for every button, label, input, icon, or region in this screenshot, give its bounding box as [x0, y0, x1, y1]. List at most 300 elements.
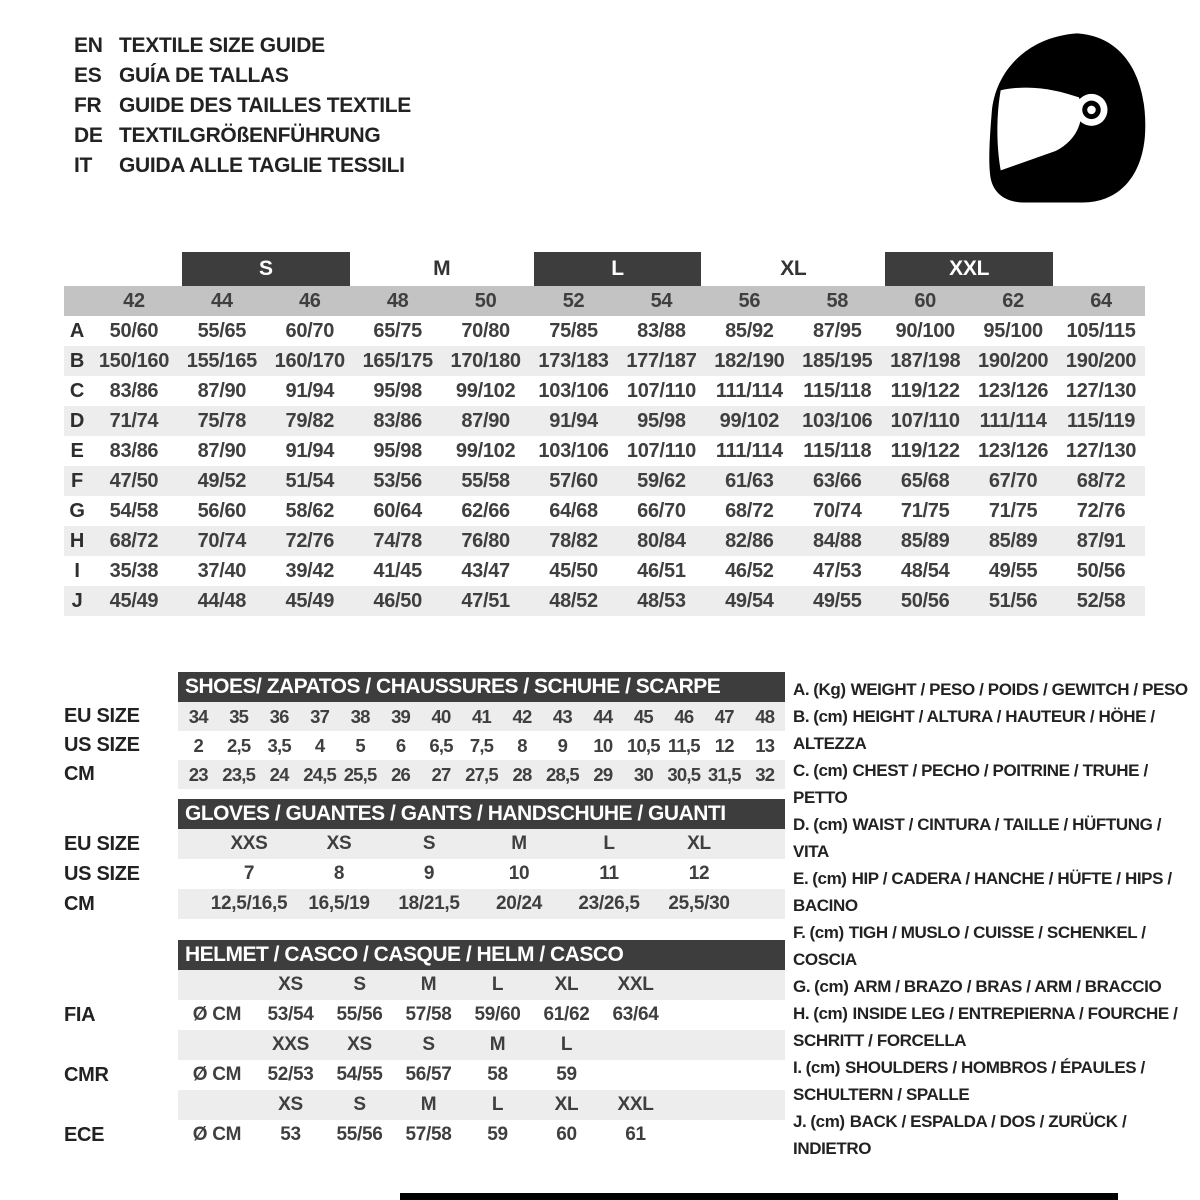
size-cell: 177/187 [626, 349, 697, 372]
row-label-cm: CM [64, 892, 95, 915]
size-cell: 66/70 [637, 499, 686, 522]
size-cell: 59/62 [637, 469, 686, 492]
numeric-size: 54 [650, 289, 673, 312]
size-cell: 47/50 [109, 469, 159, 492]
glove-cm-size: 12,5/16,5 [210, 893, 288, 914]
glove-cm-size: 20/24 [495, 893, 543, 914]
legend-key: G. [793, 977, 811, 996]
row-label-cmr: CMR [64, 1063, 109, 1086]
legend-item [793, 811, 1195, 865]
size-band-row [64, 252, 1145, 286]
size-cell: 68/72 [1076, 469, 1126, 492]
size-cell: 35/38 [109, 559, 159, 582]
size-cell: 44/48 [197, 589, 247, 612]
glove-eu-size: XL [687, 833, 711, 854]
shoe-us-size: 11,5 [667, 734, 700, 756]
size-cell: 71/75 [988, 499, 1038, 522]
legend-text: CHEST / PECHO / POITRINE / TRUHE / PETTO [793, 761, 1148, 807]
size-cell: 107/110 [626, 379, 696, 402]
spacer [64, 1090, 178, 1120]
helmet-value: 63/64 [612, 1004, 659, 1025]
legend-unit: (cm) [805, 1058, 840, 1077]
row-letter: H [69, 529, 85, 552]
shoe-cm-size: 30,5 [667, 763, 701, 785]
size-cell: 50/60 [109, 319, 159, 342]
size-cell: 50/56 [1076, 559, 1126, 582]
helmet-value: 58 [487, 1064, 508, 1085]
diameter-label: Ø CM [192, 1004, 242, 1025]
size-cell: 60/64 [373, 499, 422, 522]
shoe-cm-size: 30 [633, 763, 653, 785]
shoe-eu-size: 46 [674, 705, 694, 727]
guide-title: GUIDA ALLE TAGLIE TESSILI [119, 154, 405, 177]
shoe-cm-size: 23 [188, 763, 208, 785]
helmet-sizes-row [178, 970, 785, 1000]
helmet-value: 52/53 [267, 1064, 314, 1085]
size-cell: 127/130 [1065, 379, 1137, 402]
size-cell: 71/74 [109, 409, 159, 432]
size-cell: 48/53 [637, 589, 686, 612]
legend-unit: (cm) [813, 761, 848, 780]
shoe-cm-size: 27 [431, 763, 451, 785]
helmet-table-title: HELMET / CASCO / CASQUE / HELM / CASCO [178, 940, 785, 970]
helmet-size: XS [278, 1094, 303, 1115]
row-letter: I [74, 559, 80, 582]
helmet-size: M [420, 974, 437, 995]
size-cell: 45/49 [285, 589, 335, 612]
legend-item [793, 919, 1195, 973]
diameter-label: Ø CM [192, 1064, 242, 1085]
row-letter: J [71, 589, 83, 612]
shoe-eu-size: 45 [633, 705, 653, 727]
legend-text: HIP / CADERA / HANCHE / HÜFTE / HIPS / BACINO [793, 869, 1172, 915]
helmet-value: 53/54 [267, 1004, 314, 1025]
legend-item [793, 865, 1195, 919]
legend-key: F. [793, 923, 806, 942]
helmet-size: XS [347, 1034, 372, 1055]
size-cell: 190/200 [1065, 349, 1137, 372]
shoe-us-size: 2 [193, 734, 203, 756]
shoes-row-labels [64, 672, 178, 789]
size-cell: 74/78 [373, 529, 422, 552]
shoe-cm-size: 28 [512, 763, 532, 785]
size-cell: 49/52 [197, 469, 247, 492]
shoes-us-row [178, 731, 785, 760]
size-cell: 99/102 [719, 409, 780, 432]
size-cell: 61/63 [725, 469, 774, 492]
legend-key: B. [793, 707, 810, 726]
legend-text: INSIDE LEG / ENTREPIERNA / FOURCHE / SCHRITT / FORCELLA [793, 1004, 1178, 1050]
helmet-size: M [420, 1094, 437, 1115]
glove-us-size: 7 [243, 863, 255, 884]
size-band-m: M [433, 257, 451, 280]
size-cell: 107/110 [626, 439, 696, 462]
size-cell: 91/94 [285, 379, 335, 402]
helmet-value: 55/56 [336, 1004, 383, 1025]
legend-key: D. [793, 815, 810, 834]
language-row [74, 61, 411, 91]
helmet-size: S [353, 974, 366, 995]
measurement-row [64, 496, 1145, 526]
size-cell: 173/183 [538, 349, 609, 372]
helmet-size: L [491, 1094, 504, 1115]
numeric-size: 56 [738, 289, 761, 312]
helmet-size: XL [554, 1094, 579, 1115]
numeric-size: 58 [826, 289, 849, 312]
measurement-row [64, 526, 1145, 556]
size-band-l: L [534, 252, 702, 286]
shoe-us-size: 3,5 [267, 734, 291, 756]
size-cell: 58/62 [285, 499, 335, 522]
helmet-value: 55/56 [336, 1124, 383, 1145]
legend-unit: (cm) [813, 815, 848, 834]
legend-unit: (Kg) [813, 680, 846, 699]
helmet-row-labels [64, 940, 178, 1150]
size-cell: 65/75 [373, 319, 422, 342]
accessory-tables [64, 672, 785, 1150]
legend-key: E. [793, 869, 809, 888]
shoe-us-size: 2,5 [227, 734, 251, 756]
size-cell: 84/88 [813, 529, 862, 552]
size-cell: 95/98 [373, 379, 422, 402]
size-cell: 75/85 [549, 319, 598, 342]
size-cell: 119/122 [890, 379, 960, 402]
shoe-cm-size: 26 [391, 763, 411, 785]
size-cell: 170/180 [450, 349, 521, 372]
language-row [74, 91, 411, 121]
glove-us-size: 10 [508, 863, 530, 884]
gloves-table-title: GLOVES / GUANTES / GANTS / HANDSCHUHE / GUANTI [178, 799, 785, 829]
size-cell: 185/195 [802, 349, 873, 372]
size-cell: 72/76 [285, 529, 335, 552]
shoe-cm-size: 24 [269, 763, 289, 785]
size-cell: 103/106 [802, 409, 873, 432]
size-cell: 107/110 [890, 409, 960, 432]
size-cell: 55/65 [197, 319, 247, 342]
measurement-row [64, 556, 1145, 586]
size-cell: 72/76 [1076, 499, 1126, 522]
size-cell: 111/114 [715, 439, 783, 462]
size-cell: 103/106 [538, 379, 609, 402]
legend-item [793, 1000, 1195, 1054]
glove-us-size: 12 [688, 863, 710, 884]
spacer [64, 970, 178, 1000]
gloves-size-block [64, 799, 785, 919]
helmet-size-block [64, 940, 785, 1150]
measurement-row [64, 316, 1145, 346]
shoes-table-title: SHOES/ ZAPATOS / CHAUSSURES / SCHUHE / SCARPE [178, 672, 785, 702]
glove-eu-size: XS [326, 833, 352, 854]
numeric-size: 64 [1090, 289, 1112, 312]
size-cell: 95/98 [373, 439, 422, 462]
shoe-us-size: 7,5 [469, 734, 494, 756]
numeric-size: 60 [914, 289, 937, 312]
helmet-size: L [491, 974, 504, 995]
size-cell: 51/56 [988, 589, 1038, 612]
legend-unit: (cm) [813, 707, 848, 726]
legend-unit: (cm) [810, 1112, 845, 1131]
helmet-value: 57/58 [405, 1004, 452, 1025]
legend-item [793, 676, 1195, 703]
size-cell: 160/170 [274, 349, 345, 372]
row-letter: C [69, 379, 85, 402]
shoe-us-size: 13 [755, 734, 775, 756]
size-cell: 68/72 [109, 529, 159, 552]
shoe-us-size: 10,5 [626, 734, 660, 756]
guide-title: TEXTILE SIZE GUIDE [119, 34, 325, 57]
shoe-us-size: 8 [517, 734, 527, 756]
size-cell: 85/89 [900, 529, 950, 552]
size-cell: 37/40 [197, 559, 247, 582]
size-cell: 83/86 [109, 379, 159, 402]
size-cell: 80/84 [637, 529, 686, 552]
spacer [64, 1030, 178, 1060]
size-cell: 52/58 [1076, 589, 1126, 612]
size-cell: 87/91 [1076, 529, 1126, 552]
glove-us-size: 9 [423, 863, 435, 884]
shoe-eu-size: 48 [755, 705, 775, 727]
size-cell: 47/53 [813, 559, 862, 582]
size-cell: 46/51 [637, 559, 686, 582]
helmet-rows [178, 970, 785, 1150]
helmet-size: L [560, 1034, 573, 1055]
shoe-cm-size: 31,5 [707, 763, 741, 785]
glove-eu-size: L [603, 833, 615, 854]
size-cell: 87/95 [813, 319, 862, 342]
measurement-row [64, 436, 1145, 466]
size-band-xl: XL [780, 257, 807, 280]
row-letter: G [69, 499, 85, 522]
size-cell: 71/75 [900, 499, 950, 522]
size-cell: 119/122 [890, 439, 960, 462]
size-cell: 91/94 [549, 409, 598, 432]
size-cell: 60/70 [285, 319, 335, 342]
size-cell: 54/58 [109, 499, 159, 522]
shoe-us-size: 10 [593, 734, 613, 756]
legend-unit: (cm) [809, 923, 844, 942]
language-code: IT [74, 154, 93, 177]
size-cell: 99/102 [455, 439, 516, 462]
helmet-value: 56/57 [405, 1064, 452, 1085]
legend-key: J. [793, 1112, 807, 1131]
shoe-eu-size: 36 [269, 705, 289, 727]
size-cell: 105/115 [1066, 319, 1136, 342]
shoe-eu-size: 37 [310, 705, 330, 727]
guide-title: GUÍA DE TALLAS [119, 64, 289, 87]
legend-item [793, 1108, 1195, 1162]
language-row [74, 121, 411, 151]
helmet-value: 54/55 [336, 1064, 383, 1085]
row-letter: A [69, 319, 85, 342]
shoe-eu-size: 34 [188, 705, 208, 727]
size-cell: 62/66 [461, 499, 510, 522]
spacer [64, 940, 178, 970]
legend-text: ARM / BRAZO / BRAS / ARM / BRACCIO [853, 977, 1162, 996]
helmet-value: 59 [487, 1124, 508, 1145]
size-cell: 46/52 [725, 559, 774, 582]
legend-item [793, 1054, 1195, 1108]
size-cell: 48/52 [549, 589, 598, 612]
helmet-value: 61 [625, 1124, 646, 1145]
helmet-size: XS [278, 974, 303, 995]
size-cell: 45/49 [109, 589, 159, 612]
helmet-sizes-row [178, 1030, 785, 1060]
legend-text: BACK / ESPALDA / DOS / ZURÜCK / INDIETRO [793, 1112, 1127, 1158]
glove-us-size: 8 [333, 863, 345, 884]
helmet-value: 61/62 [543, 1004, 590, 1025]
shoe-cm-size: 25,5 [343, 763, 377, 785]
shoe-cm-size: 23,5 [222, 763, 256, 785]
glove-us-size: 11 [599, 863, 619, 884]
size-cell: 79/82 [285, 409, 335, 432]
shoe-eu-size: 35 [229, 705, 249, 727]
helmet-size: S [353, 1094, 366, 1115]
size-cell: 190/200 [978, 349, 1049, 372]
shoe-cm-size: 32 [755, 763, 775, 785]
row-letter: F [71, 469, 83, 492]
shoes-eu-row [178, 702, 785, 731]
size-cell: 46/50 [373, 589, 422, 612]
helmet-value: 59/60 [474, 1004, 521, 1025]
legend-text: SHOULDERS / HOMBROS / ÉPAULES / SCHULTERN / SPALLE [793, 1058, 1145, 1104]
helmet-size: XXL [617, 974, 654, 995]
size-cell: 70/74 [813, 499, 862, 522]
size-cell: 55/58 [461, 469, 510, 492]
legend-unit: (cm) [812, 869, 847, 888]
size-cell: 87/90 [461, 409, 510, 432]
size-cell: 51/54 [285, 469, 335, 492]
legend-key: C. [793, 761, 810, 780]
size-cell: 165/175 [362, 349, 433, 372]
size-cell: 87/90 [197, 379, 247, 402]
size-band-s: S [182, 252, 350, 286]
size-cell: 48/54 [900, 559, 950, 582]
shoe-eu-size: 44 [593, 705, 613, 727]
size-cell: 99/102 [455, 379, 516, 402]
measurement-row [64, 466, 1145, 496]
size-cell: 115/118 [803, 379, 872, 402]
size-cell: 75/78 [197, 409, 247, 432]
helmet-values-row [178, 1060, 785, 1090]
numeric-size-header-row [64, 286, 1145, 316]
size-cell: 82/86 [725, 529, 774, 552]
language-row [74, 151, 411, 181]
legend-key: A. [793, 680, 810, 699]
row-label-eu-size: EU SIZE [64, 832, 140, 855]
shoe-us-size: 12 [714, 734, 734, 756]
language-code: DE [74, 124, 103, 147]
row-label-eu-size: EU SIZE [64, 705, 140, 727]
size-cell: 123/126 [978, 439, 1049, 462]
shoe-us-size: 6,5 [429, 734, 453, 756]
size-cell: 50/56 [900, 589, 950, 612]
helmet-table [178, 940, 785, 1150]
language-code: ES [74, 64, 102, 87]
gloves-row-labels [64, 799, 178, 919]
helmet-size: XXS [271, 1034, 310, 1055]
size-cell: 78/82 [549, 529, 598, 552]
legend-item [793, 703, 1195, 757]
size-cell: 90/100 [895, 319, 955, 342]
numeric-size: 48 [386, 289, 409, 312]
gloves-eu-row [178, 829, 785, 859]
helmet-value: 59 [556, 1064, 577, 1085]
helmet-value: 60 [556, 1124, 577, 1145]
row-label-cm: CM [64, 763, 95, 785]
shoe-us-size: 9 [557, 734, 568, 756]
helmet-value: 57/58 [405, 1124, 452, 1145]
size-cell: 123/126 [978, 379, 1049, 402]
row-label-ece: ECE [64, 1123, 105, 1146]
shoe-us-size: 4 [314, 734, 325, 756]
shoe-us-size: 5 [355, 734, 365, 756]
spacer [64, 799, 178, 829]
size-cell: 39/42 [285, 559, 335, 582]
measurement-legend [793, 676, 1195, 1162]
size-cell: 155/165 [186, 349, 257, 372]
legend-item [793, 757, 1195, 811]
shoe-cm-size: 28,5 [546, 763, 579, 785]
language-code: EN [74, 34, 103, 57]
size-cell: 187/198 [890, 349, 961, 372]
helmet-sizes-row [178, 1090, 785, 1120]
legend-text: TIGH / MUSLO / CUISSE / SCHENKEL / COSCIA [793, 923, 1146, 969]
helmet-size: M [489, 1034, 506, 1055]
size-cell: 103/106 [538, 439, 609, 462]
size-cell: 85/92 [725, 319, 774, 342]
row-letter: B [69, 349, 85, 372]
helmet-values-row [178, 1000, 785, 1030]
row-letter: D [69, 409, 85, 432]
size-cell: 127/130 [1065, 439, 1137, 462]
diameter-label: Ø CM [192, 1124, 242, 1145]
size-cell: 49/55 [813, 589, 862, 612]
shoe-eu-size: 39 [391, 705, 411, 727]
numeric-size: 62 [1002, 289, 1024, 312]
legend-text: WAIST / CINTURA / TAILLE / HÜFTUNG / VITA [793, 815, 1162, 861]
size-cell: 57/60 [549, 469, 598, 492]
size-cell: 45/50 [549, 559, 598, 582]
size-cell: 49/54 [725, 589, 774, 612]
size-cell: 64/68 [549, 499, 598, 522]
glove-eu-size: XXS [230, 833, 268, 854]
glove-cm-size: 18/21,5 [398, 893, 460, 914]
measurement-row [64, 406, 1145, 436]
legend-key: I. [793, 1058, 802, 1077]
helmet-values-row [178, 1120, 785, 1150]
bottom-crop-bar [400, 1193, 1118, 1200]
helmet-size: S [422, 1034, 435, 1055]
legend-key: H. [793, 1004, 810, 1023]
guide-title: TEXTILGRÖßENFÜHRUNG [119, 124, 381, 147]
size-cell: 87/90 [197, 439, 247, 462]
language-title-list [74, 31, 411, 181]
helmet-icon [973, 28, 1153, 206]
size-cell: 95/100 [983, 319, 1043, 342]
glove-eu-size: M [511, 833, 527, 854]
numeric-size: 46 [298, 289, 321, 312]
shoe-eu-size: 41 [472, 705, 491, 727]
size-cell: 83/88 [637, 319, 686, 342]
shoe-cm-size: 29 [593, 763, 613, 785]
shoe-eu-size: 38 [350, 705, 370, 727]
size-cell: 83/86 [373, 409, 422, 432]
helmet-size: XL [554, 974, 579, 995]
size-cell: 67/70 [988, 469, 1038, 492]
numeric-size: 44 [211, 289, 233, 312]
glove-eu-size: S [422, 833, 436, 854]
shoe-cm-size: 27,5 [465, 763, 498, 785]
